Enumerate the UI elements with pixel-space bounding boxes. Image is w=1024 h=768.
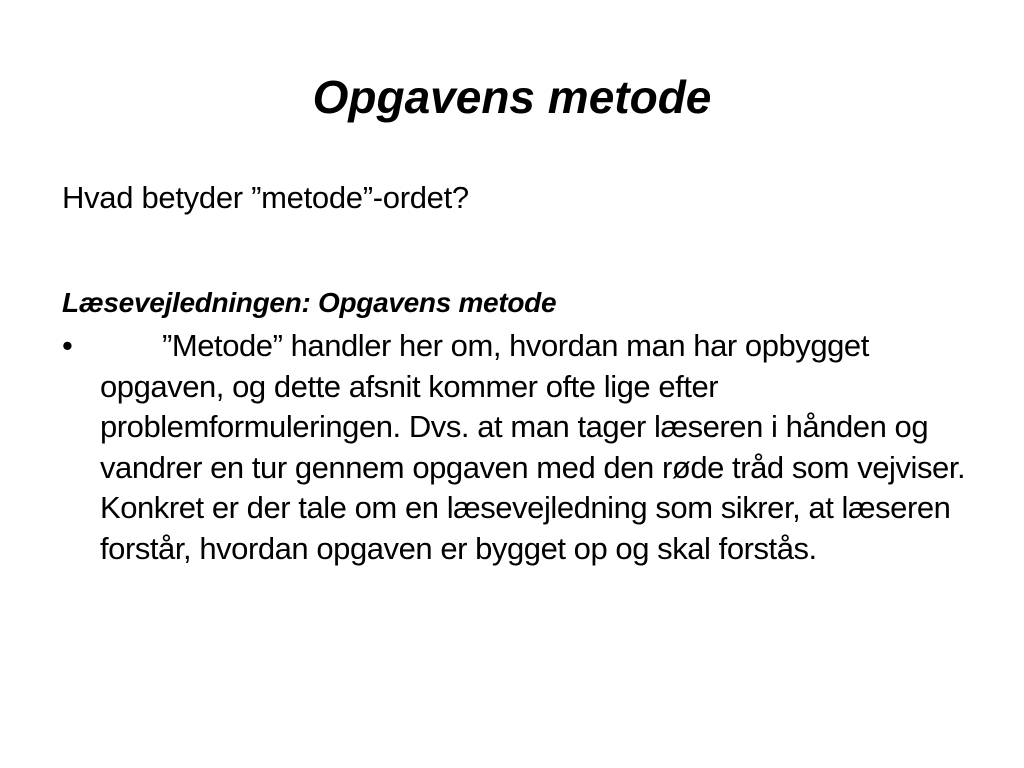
bullet-text: ”Metode” handler her om, hvordan man har opbygget opgaven, og dette afsnit kommer ofte lige efter problemformuleringen. Dvs. at man tager læseren i hånden og vandrer en tur gennem opgaven med den røde tråd som vejviser. Konkret er der tale om en læsevejledning som sikrer, at læseren forstår, hvordan opgaven er bygget op og skal forstås.	[100, 328, 966, 566]
question-text: Hvad betyder ”metode”-ordet?	[62, 180, 469, 215]
slide-content	[62, 178, 982, 569]
bullet-item	[62, 326, 982, 569]
slide-title: Opgavens metode	[312, 71, 712, 123]
bullet-text-wrapper	[100, 326, 970, 569]
bullet-marker: •	[62, 328, 73, 363]
subheading: Læsevejledningen: Opgavens metode	[62, 287, 557, 318]
